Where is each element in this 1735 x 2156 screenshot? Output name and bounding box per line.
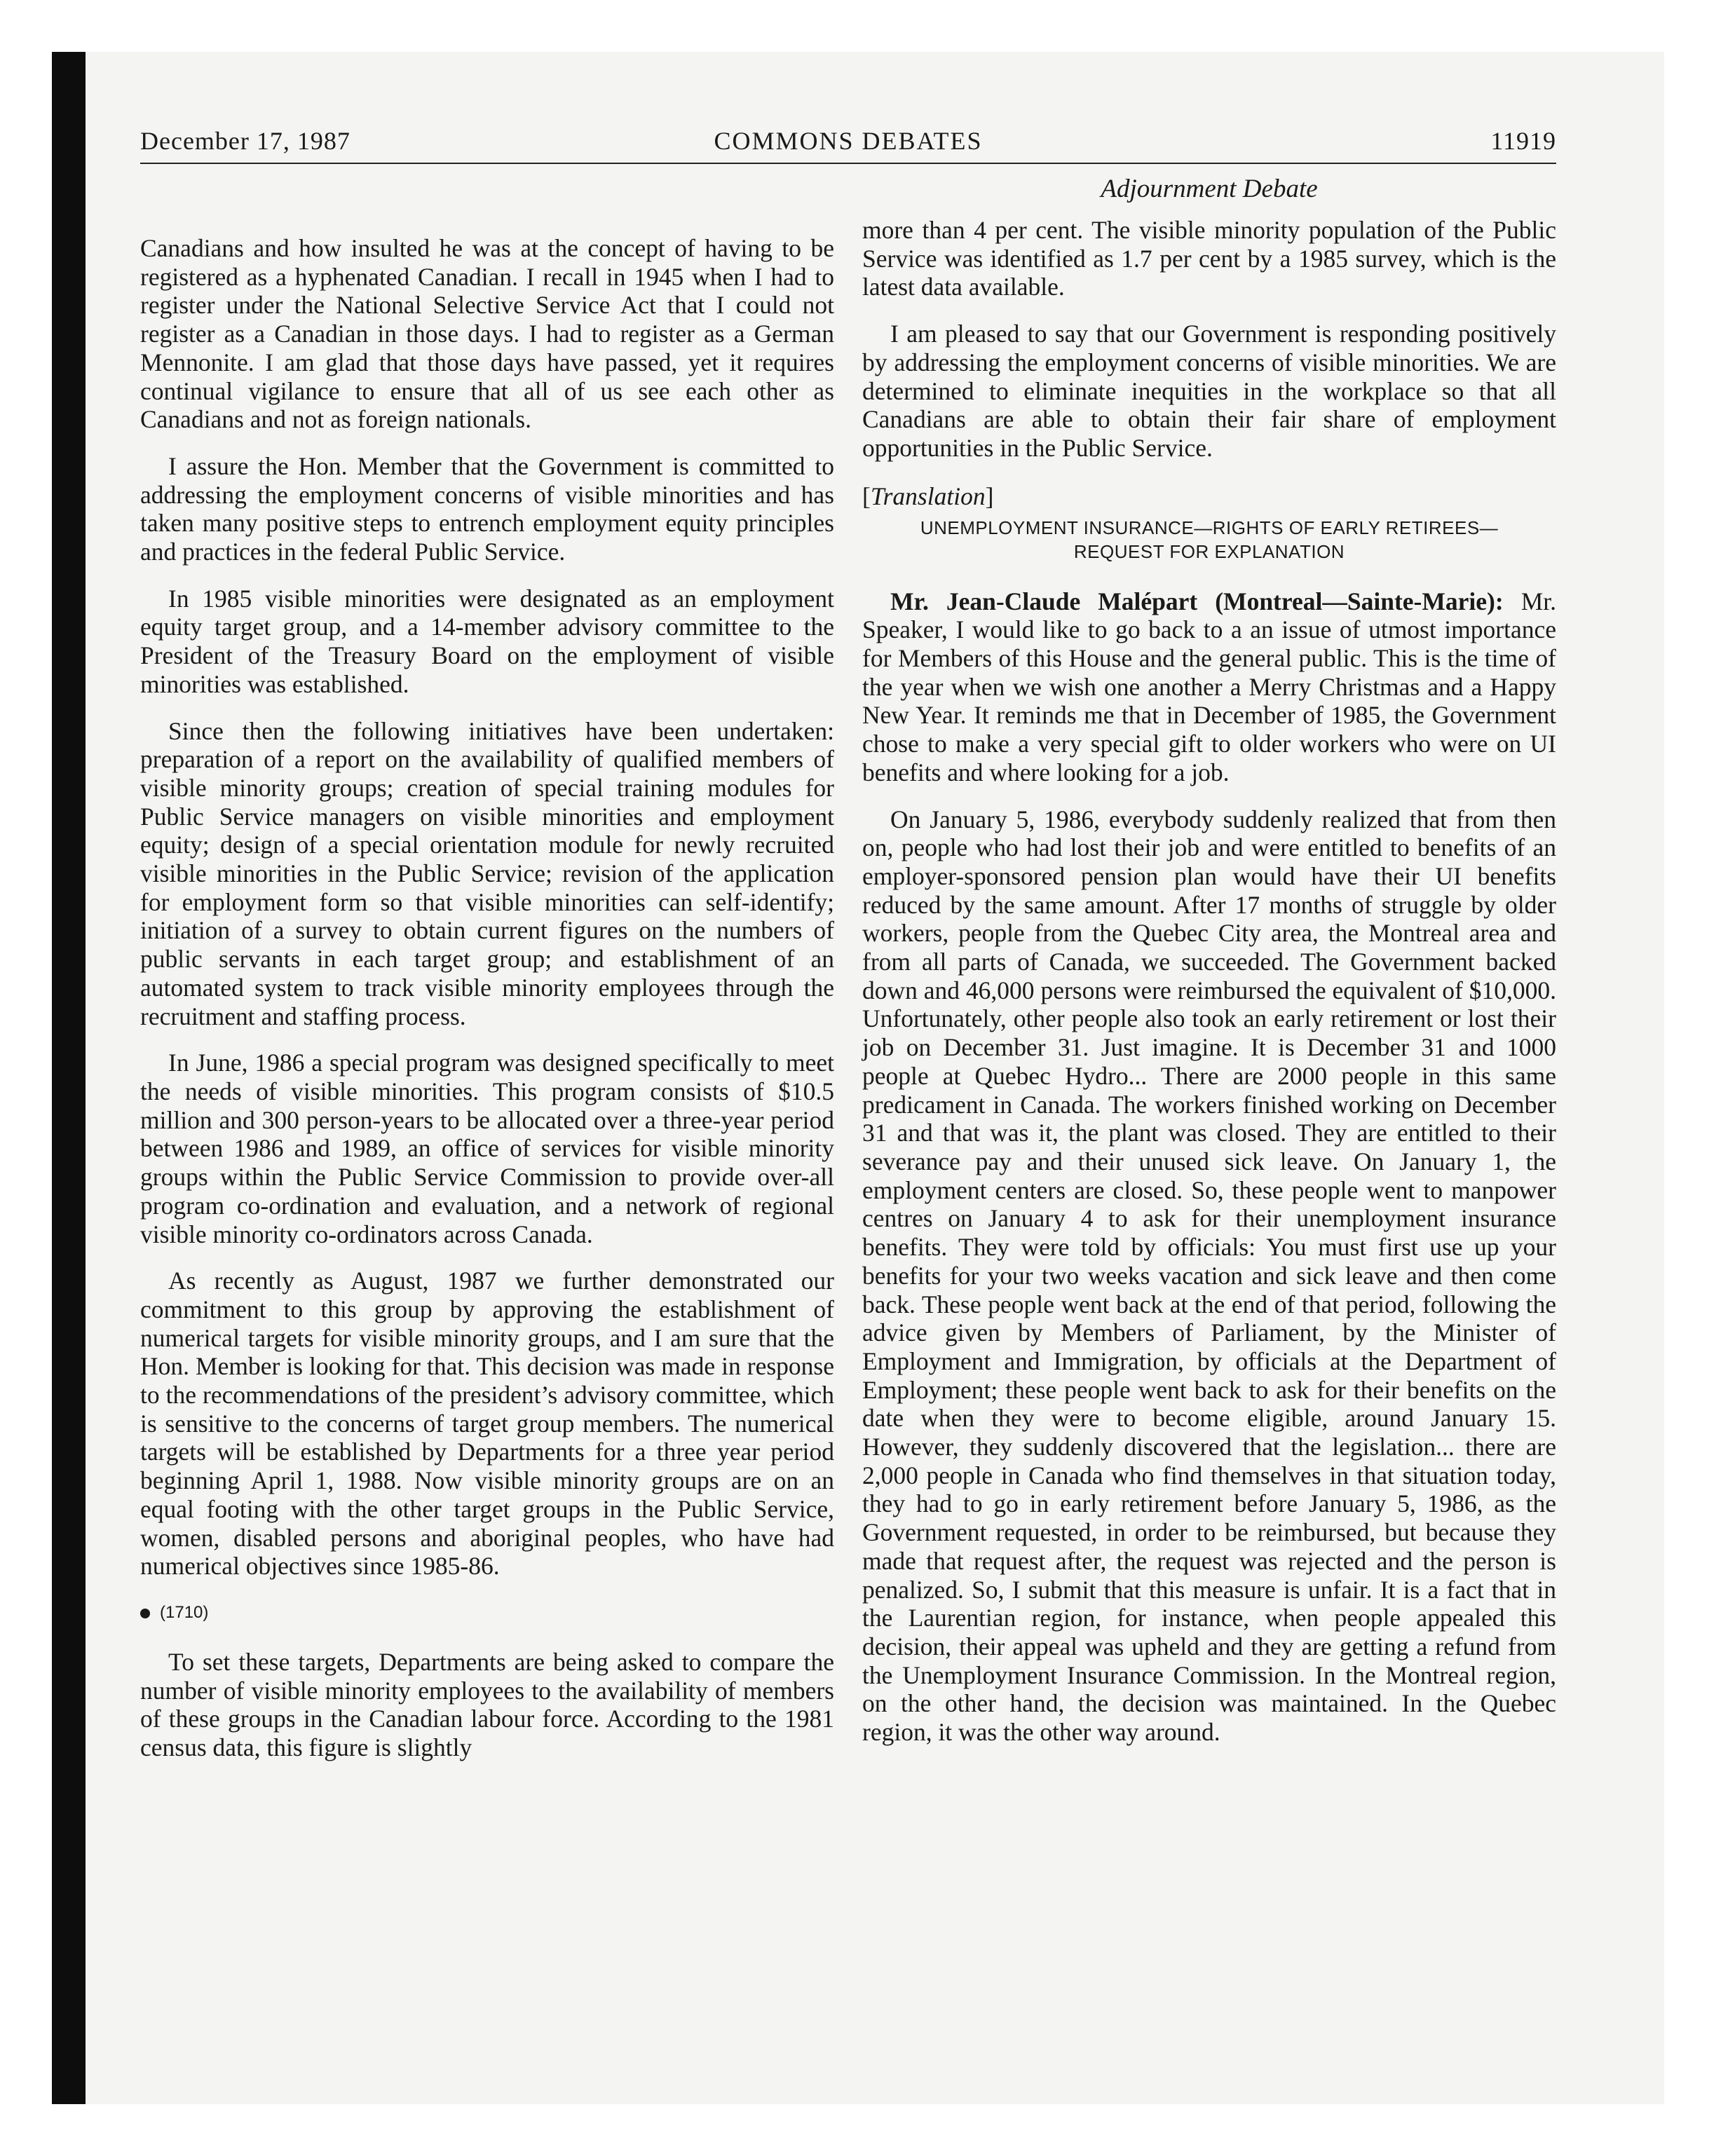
header-page-number: 11919	[1490, 127, 1556, 155]
time-marker-label: (1710)	[160, 1602, 209, 1622]
bullet-icon	[140, 1609, 150, 1618]
subject-heading-line: UNEMPLOYMENT INSURANCE—RIGHTS OF EARLY RETIREES—	[920, 517, 1499, 538]
header-publication-title: COMMONS DEBATES	[714, 127, 983, 155]
left-column	[140, 234, 834, 1780]
paragraph: In 1985 visible minorities were designated as an employment equity target group, and a 14-member advisory committee to the President of the Treasury Board on the employment of visible minorities was established.	[140, 584, 834, 698]
speech-paragraph	[862, 587, 1556, 787]
paragraph: more than 4 per cent. The visible minority population of the Public Service was identified as 1.7 per cent by a 1985 survey, which is the latest data available.	[862, 216, 1556, 301]
paragraph: I assure the Hon. Member that the Government is committed to addressing the employment concerns of visible minorities and has taken many positive steps to entrench employment equity principles and practices in the federal Public Service.	[140, 451, 834, 566]
running-header	[140, 125, 1556, 157]
speaker-name: Mr. Jean-Claude Malépart (Montreal—Sainte-Marie):	[890, 587, 1504, 615]
translation-tag	[862, 481, 1556, 512]
paragraph: As recently as August, 1987 we further demonstrated our commitment to this group by approving the establishment of numerical targets for visible minority groups, and I am sure that the Hon. Member is looking for that. This decision was made in response to the recommendations of the president’s advisory committee, which is sensitive to the concerns of target group members. The numerical targets will be established by Departments for a three year period beginning April 1, 1988. Now visible minority groups are on an equal footing with the other target groups in the Public Service, women, disabled persons and aboriginal peoples, who have had numerical objectives since 1985-86.	[140, 1267, 834, 1581]
bracket-open: [	[862, 482, 871, 510]
right-column	[862, 171, 1556, 1765]
paragraph: In June, 1986 a special program was designed specifically to meet the needs of visible minorities. This program consists of $10.5 million and 300 person-years to be allocated over a three-year period between 1986 and 1989, an office of services for visible minority groups within the Public Service Commission to provide over-all program co-ordination and evaluation, and a network of regional visible minority co-ordinators across Canada.	[140, 1049, 834, 1248]
paragraph: To set these targets, Departments are being asked to compare the number of visible minority employees to the availability of members of these groups in the Canadian labour force. According to the 1981 census data, this figure is slightly	[140, 1647, 834, 1762]
paragraph: Canadians and how insulted he was at the concept of having to be registered as a hyphenated Canadian. I recall in 1945 when I had to register under the National Selective Service Act that I could not register as a Canadian in those days. I had to register as a German Mennonite. I am glad that those days have passed, yet it requires continual vigilance to ensure that all of us see each other as Canadians and not as foreign nationals.	[140, 234, 834, 434]
paragraph: Since then the following initiatives have been undertaken: preparation of a report on the availability of qualified members of visible minority groups; creation of special training modules for Public Service managers on visible minorities and employment equity; design of a special orientation module for newly recruited visible minorities in the Public Service; revision of the application for employment form so that visible minorities can self-identify; initiation of a survey to obtain current figures on the numbers of public servants in each target group; and establishment of an automated system to track visible minority employees through the recruitment and staffing process.	[140, 716, 834, 1030]
bracket-close: ]	[985, 482, 994, 510]
translation-label: Translation	[870, 482, 986, 510]
subject-heading-line: REQUEST FOR EXPLANATION	[1073, 540, 1345, 562]
paragraph: On January 5, 1986, everybody suddenly realized that from then on, people who had lost their job and were entitled to benefits of an employer-sponsored pension plan would have their UI benefits reduced by the same amount. After 17 months of struggle by older workers, people from the Quebec City area, the Montreal area and from all parts of Canada, we succeeded. The Government backed down and 46,000 persons were reimbursed the equivalent of $10,000. Unfortunately, other people also took an early retirement or lost their job on December 31. Just imagine. It is December 31 and 1000 people at Quebec Hydro... There are 2000 people in this same predicament in Canada. The workers finished working on December 31 and that was it, the plant was closed. They are entitled to their severance pay and their unused sick leave. On January 1, the employment centers are closed. So, these people went to manpower centres on January 4 to ask for their unemployment insurance benefits. They were told by officials: You must first use up your benefits for your two weeks vacation and sick leave and then come back. These people went back at the end of that period, following the advice given by Members of Parliament, by the Minister of Employment and Immigration, by officials at the Department of Employment; these people went back to ask for their benefits on the date when they were to become eligible, around January 15. However, they suddenly discovered that the legislation... there are 2,000 people in Canada who find themselves in that situation today, they had to go in early retirement before January 5, 1986, as the Government requested, in order to be reimbursed, but because they made that request after, the request was rejected and the person is penalized. So, I submit that this measure is unfair. It is a fact that in the Laurentian region, for instance, when people appealed this decision, their appeal was upheld and they are getting a refund from the Unemployment Insurance Commission. In the Montreal region, on the other hand, the decision was maintained. In the Quebec region, it was the other way around.	[862, 805, 1556, 1747]
section-heading: Adjournment Debate	[1101, 175, 1318, 203]
subject-heading	[862, 516, 1556, 564]
speech-text: Mr. Speaker, I would like to go back to a an issue of utmost importance for Members of this House and the general public. This is the time of the year when we wish one another a Merry Christmas and a Happy New Year. It reminds me that in December of 1985, the Government chose to make a very special gift to older workers who were on UI benefits and where looking for a job.	[862, 587, 1556, 786]
paragraph: I am pleased to say that our Government is responding positively by addressing the employment concerns of visible minorities. We are determined to eliminate inequities in the workplace so that all Canadians are able to obtain their fair share of employment opportunities in the Public Service.	[862, 320, 1556, 462]
document-page	[140, 125, 1556, 1762]
scan-binding-edge	[52, 52, 86, 2104]
header-date: December 17, 1987	[140, 127, 351, 155]
header-rule	[140, 163, 1556, 164]
time-marker	[140, 1599, 834, 1627]
